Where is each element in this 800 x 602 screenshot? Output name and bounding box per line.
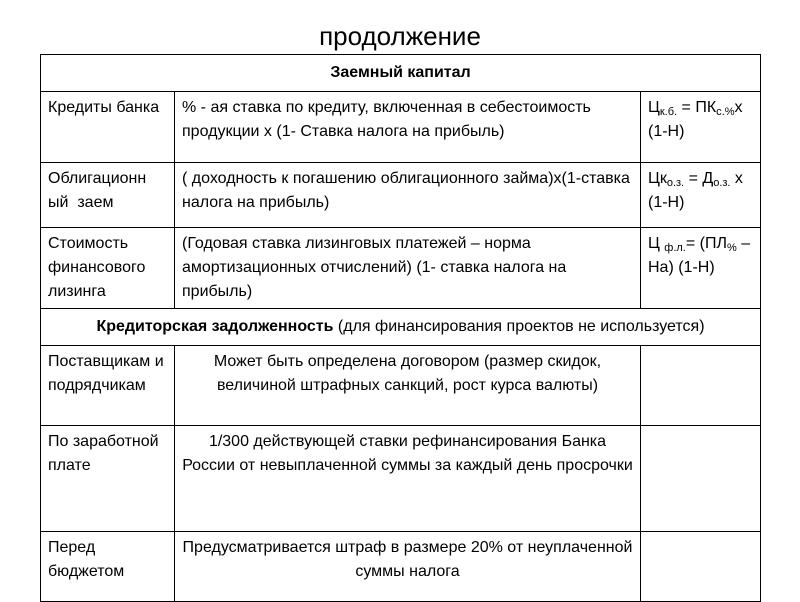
table-row (41, 163, 761, 228)
formula-part: Цк (648, 170, 667, 187)
row-name: Перед бюджетом (41, 532, 175, 602)
formula-subscript: с.% (716, 106, 735, 118)
row-description: ( доходность к погашению облигационного займа)х(1-ставка налога на прибыль) (175, 163, 641, 228)
section-payables (41, 309, 761, 346)
formula-part: = (ПЛ (685, 235, 727, 252)
row-description: 1/300 действующей ставки рефинансирования Банка России от невыплаченной суммы за каждый день просрочки (175, 426, 641, 532)
capital-cost-table (40, 54, 761, 602)
row-empty-cell (641, 346, 761, 426)
page-title: продолжение (319, 21, 481, 51)
formula-part: х (1-Н) (648, 170, 743, 211)
row-description: Предусматривается штраф в размере 20% от неуплаченной суммы налога (175, 532, 641, 602)
row-name: Кредиты банка (41, 92, 175, 163)
table-row (41, 426, 761, 532)
table-row (41, 228, 761, 309)
section-header-row (41, 55, 761, 92)
section-borrowed-label: Заемный капитал (330, 64, 471, 81)
formula-part: Ц (648, 235, 665, 252)
table-row (41, 532, 761, 602)
row-description: (Годовая ставка лизинговых платежей – норма амортизационных отчислений) (1- ставка налога на прибыль) (175, 228, 641, 309)
table-row (41, 346, 761, 426)
row-formula (641, 163, 761, 228)
row-description: Может быть определена договором (размер скидок, величиной штрафных санкций, рост курса валюты) (175, 346, 641, 426)
formula-subscript: о.з. (666, 177, 685, 189)
row-name: Стоимость финансового лизинга (41, 228, 175, 309)
formula-part: Ц (648, 99, 660, 116)
section-header-row (41, 309, 761, 346)
formula-part: х (1-Н) (648, 99, 743, 140)
row-empty-cell (641, 426, 761, 532)
row-name: Поставщикам и подрядчикам (41, 346, 175, 426)
section-payables-note: (для финансирования проектов не используется) (333, 318, 705, 335)
section-payables-label: Кредиторская задолженность (96, 318, 334, 335)
row-formula (641, 92, 761, 163)
section-borrowed-capital (41, 55, 761, 92)
formula-subscript: о.з. (713, 177, 731, 189)
formula-subscript: к.б. (659, 106, 678, 118)
formula-part: – На) (1-Н) (648, 235, 751, 276)
row-name: По заработной плате (41, 426, 175, 532)
row-description: % - ая ставка по кредиту, включенная в себестоимость продукции х (1- Ставка налога на прибыль) (175, 92, 641, 163)
row-name: Облигационн ый заем (41, 163, 175, 228)
formula-subscript: ф.л. (664, 242, 686, 254)
formula-part: = Д (684, 170, 714, 187)
formula-part: = ПК (677, 99, 717, 116)
formula-subscript: % (727, 242, 737, 254)
row-empty-cell (641, 532, 761, 602)
row-formula (641, 228, 761, 309)
table-row (41, 92, 761, 163)
